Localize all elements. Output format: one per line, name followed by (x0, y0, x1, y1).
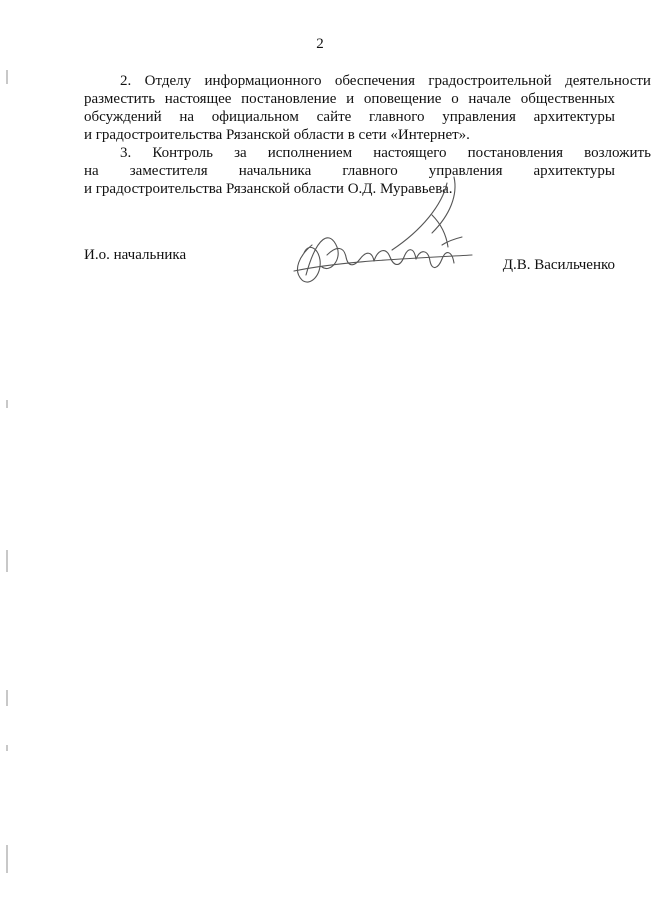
handwritten-signature (282, 175, 482, 290)
word: на (179, 109, 195, 125)
word: главного (342, 163, 398, 179)
paragraph-2-line-1 (84, 72, 651, 90)
word: постановление (241, 91, 337, 107)
word: начале (468, 91, 511, 107)
signatory-name: Д.В. Васильченко (502, 257, 615, 273)
word: заместителя (129, 163, 208, 179)
word: на (84, 163, 99, 179)
word: управления (428, 163, 503, 179)
word: общественных (520, 91, 615, 107)
page-number: 2 (316, 36, 324, 52)
word: постановления (467, 145, 564, 161)
word: управления (442, 109, 516, 125)
word: разместить (84, 91, 156, 107)
word: и (346, 91, 355, 107)
word: градостроительной (428, 73, 552, 89)
word: 3. (120, 145, 132, 161)
word: за (234, 145, 247, 161)
paragraph-2-line-4: и градостроительства Рязанской области в сети «Интернет». (84, 127, 470, 143)
word: исполнением (267, 145, 353, 161)
word: архитектуры (533, 109, 615, 125)
word: настоящее (164, 91, 232, 107)
signatory-position: И.о. начальника (84, 247, 187, 263)
word: сайте (316, 109, 352, 125)
word: обсуждений (84, 109, 162, 125)
paragraph-2-line-3 (84, 108, 615, 126)
word: официальном (211, 109, 299, 125)
word: информационного (204, 73, 322, 89)
word: обеспечения (334, 73, 415, 89)
word: Отделу (144, 73, 192, 89)
word: деятельности (565, 73, 651, 89)
paragraph-2-line-2 (84, 90, 615, 108)
word: возложить (584, 145, 651, 161)
scan-margin-marks (6, 0, 10, 905)
word: оповещение (363, 91, 442, 107)
paragraph-3-line-1 (84, 144, 651, 162)
word: о (451, 91, 459, 107)
word: 2. (120, 73, 132, 89)
paragraph-3-line-3: и градостроительства Рязанской области О.Д. Муравьева. (84, 181, 453, 197)
word: архитектуры (533, 163, 615, 179)
word: начальника (238, 163, 312, 179)
word: главного (369, 109, 425, 125)
word: настоящего (373, 145, 447, 161)
word: Контроль (152, 145, 213, 161)
